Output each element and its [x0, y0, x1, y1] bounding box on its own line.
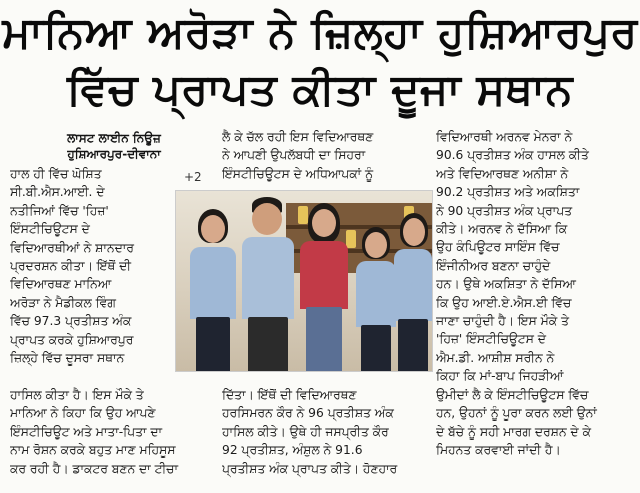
col1-line: ਹਾਲ ਹੀ ਵਿੱਚ ਘੋਸ਼ਿਤ [10, 167, 102, 181]
col3-line: ਮਿਹਨਤ ਕਰਵਾਈ ਜਾਂਦੀ ਹੈ। [436, 442, 561, 457]
col2b-line: ਦਿੱਤਾ। ਇੱਥੋਂ ਦੀ ਵਿਦਿਆਰਥਣ [222, 388, 357, 402]
col3-line: ਕਿਹਾ ਕਿ ਮਾਂ-ਬਾਪ ਜਿਹੜੀਆਂ [436, 369, 564, 384]
article-column-2-bottom [222, 386, 432, 478]
col1-line: ਵਿਦਿਆਰਥੀਆਂ ਨੇ ਸ਼ਾਨਦਾਰ [10, 240, 134, 255]
col3-line: ਹਨ, ਉਹਨਾਂ ਨੂੰ ਪੂਰਾ ਕਰਨ ਲਈ ਉਨਾਂ [436, 406, 597, 421]
col1-line: ਜ਼ਿਲ੍ਹੇ ਵਿੱਚ ਦੂਸਰਾ ਸਥਾਨ [10, 351, 125, 366]
col2-line: ਇੰਸਟੀਚਿਊਟਸ ਦੇ ਅਧਿਆਪਕਾਂ ਨੂੰ [222, 166, 373, 181]
col1-line: ਪ੍ਰਾਪਤ ਕਰਕੇ ਹੁਸ਼ਿਆਰਪੁਰ [10, 332, 134, 347]
col3-line: ਵਿਦਿਆਰਥੀ ਅਰਨਵ ਮੇਨਰਾ ਨੇ [436, 130, 573, 144]
col1-line: ਸੀ.ਬੀ.ਐਸ.ਆਈ. ਦੇ [10, 185, 105, 200]
col3-line: ਨੇ 90 ਪ੍ਰਤੀਸ਼ਤ ਅੰਕ ਪ੍ਰਾਪਤ [436, 203, 572, 218]
col3-line: ਕਿ ਉਹ ਆਈ.ਏ.ਐਸ.ਈ ਵਿੱਚ [436, 295, 572, 310]
byline-source: ਲਾਸਟ ਲਾਈਨ ਨਿਊਜ਼ [67, 131, 161, 145]
col3-line: 'ਹਿਜ਼' ਇੰਸਟੀਚਿਊਟਸ ਦੇ [436, 332, 546, 347]
col3-line: ਹਨ। ਉਥੇ ਅਕਸ਼ਿਤਾ ਨੇ ਦੱਸਿਆ [436, 277, 576, 292]
byline [44, 130, 184, 162]
col3-line: ਉਮੀਦਾਂ ਲੈ ਕੇ ਇੰਸਟੀਚਿਊਟਸ ਵਿੱਚ [436, 387, 589, 402]
col1b-line: ਹਾਸਿਲ ਕੀਤਾ ਹੈ। ਇਸ ਮੌਕੇ ਤੇ [10, 388, 144, 402]
col2-line: ਨੇ ਆਪਣੀ ਉਪਲੱਬਧੀ ਦਾ ਸਿਹਰਾ [222, 148, 366, 163]
headline-line-2: ਵਿੱਚ ਪ੍ਰਾਪਤ ਕੀਤਾ ਦੂਜਾ ਸਥਾਨ [66, 65, 574, 115]
col3-line: ਜਾਣਾ ਚਾਹੁੰਦੀ ਹੈ। ਇਸ ਮੌਕੇ ਤੇ [436, 314, 569, 329]
col3-line: 90.6 ਪ੍ਰਤੀਸ਼ਤ ਅੰਕ ਹਾਸਲ ਕੀਤੇ [436, 148, 589, 163]
headline-line-1: ਮਾਨਿਆ ਅਰੋੜਾ ਨੇ ਜ਼ਿਲ੍ਹਾ ਹੁਸ਼ਿਆਰਪੁਰ [2, 8, 638, 58]
col1b-line: ਮਾਨਿਆ ਨੇ ਕਿਹਾ ਕਿ ਉਹ ਆਪਣੇ [10, 406, 156, 421]
col1-line: ਵਿੱਚ 97.3 ਪ੍ਰਤੀਸ਼ਤ ਅੰਕ [10, 314, 132, 329]
group-photo [175, 190, 433, 372]
col3-line: ਅਤੇ ਵਿਦਿਆਰਥਣ ਅਨੀਸ਼ਾ ਨੇ [436, 166, 569, 181]
col2b-line: 92 ਪ੍ਰਤੀਸ਼ਤ, ਅੰਸ਼ੁਲ ਨੇ 91.6 [222, 443, 363, 458]
col1b-line: ਨਾਮ ਰੋਸ਼ਨ ਕਰਕੇ ਬਹੁਤ ਮਾਣ ਮਹਿਸੂਸ [10, 443, 176, 458]
plus-two-mark: +2 [184, 170, 202, 184]
article-column-1-bottom [10, 386, 215, 478]
col1-line: ਵਿਦਿਆਰਥਣ ਮਾਨਿਆ [10, 277, 112, 292]
byline-place: ਹੁਸ਼ਿਆਰਪੁਰ-ਦੀਵਾਨਾ [67, 147, 161, 161]
col2b-line: ਹਾਸਿਲ ਕੀਤੇ। ਉਥੇ ਹੀ ਜਸਪ੍ਰੀਤ ਕੌਰ [222, 424, 389, 439]
col1-line: ਅਰੋੜਾ ਨੇ ਮੈਡੀਕਲ ਵਿੰਗ [10, 295, 116, 310]
article-column-1 [10, 165, 168, 367]
col1b-line: ਇੰਸਟੀਚਿਊਟ ਅਤੇ ਮਾਤਾ-ਪਿਤਾ ਦਾ [10, 424, 163, 439]
col2-line: ਲੈ ਕੇ ਚੱਲ ਰਹੀ ਇਸ ਵਿਦਿਆਰਥਣ [222, 130, 374, 144]
col1-line: ਨਤੀਜਿਆਂ ਵਿੱਚ 'ਹਿਜ਼' [10, 203, 109, 218]
col3-line: ਦੇ ਬੱਚੇ ਨੂੰ ਸਹੀ ਮਾਰਗ ਦਰਸ਼ਨ ਦੇ ਕੇ [436, 424, 591, 439]
col1b-line: ਕਰ ਰਹੀ ਹੈ। ਡਾਕਟਰ ਬਣਨ ਦਾ ਟੀਚਾ [10, 461, 178, 476]
col3-line: ਉਹ ਕੰਪਿਊਟਰ ਸਾਇੰਸ ਵਿੱਚ [436, 240, 560, 255]
col2b-line: ਹਰਸਿਮਰਨ ਕੌਰ ਨੇ 96 ਪ੍ਰਤੀਸ਼ਤ ਅੰਕ [222, 406, 394, 421]
article-column-2-top [222, 128, 430, 183]
col3-line: ਐਮ.ਡੀ. ਆਸ਼ੀਸ਼ ਸਰੀਨ ਨੇ [436, 350, 555, 365]
col1-line: ਇੰਸਟੀਚਿਊਟਸ ਦੇ [10, 222, 90, 237]
col1-line: ਪ੍ਰਦਰਸ਼ਨ ਕੀਤਾ। ਇੱਥੋਂ ਦੀ [10, 259, 132, 274]
col3-line: 90.2 ਪ੍ਰਤੀਸ਼ਤ ਅਤੇ ਅਕਸ਼ਿਤਾ [436, 185, 580, 200]
article-column-3 [436, 128, 634, 459]
col3-line: ਕੀਤੇ। ਅਰਨਵ ਨੇ ਦੱਸਿਆ ਕਿ [436, 222, 568, 237]
col3-line: ਇੰਜੀਨੀਅਰ ਬਣਨਾ ਚਾਹੁੰਦੇ [436, 258, 551, 273]
col2b-line: ਪ੍ਰਤੀਸ਼ਤ ਅੰਕ ਪ੍ਰਾਪਤ ਕੀਤੇ। ਹੋਣਹਾਰ [222, 461, 398, 476]
